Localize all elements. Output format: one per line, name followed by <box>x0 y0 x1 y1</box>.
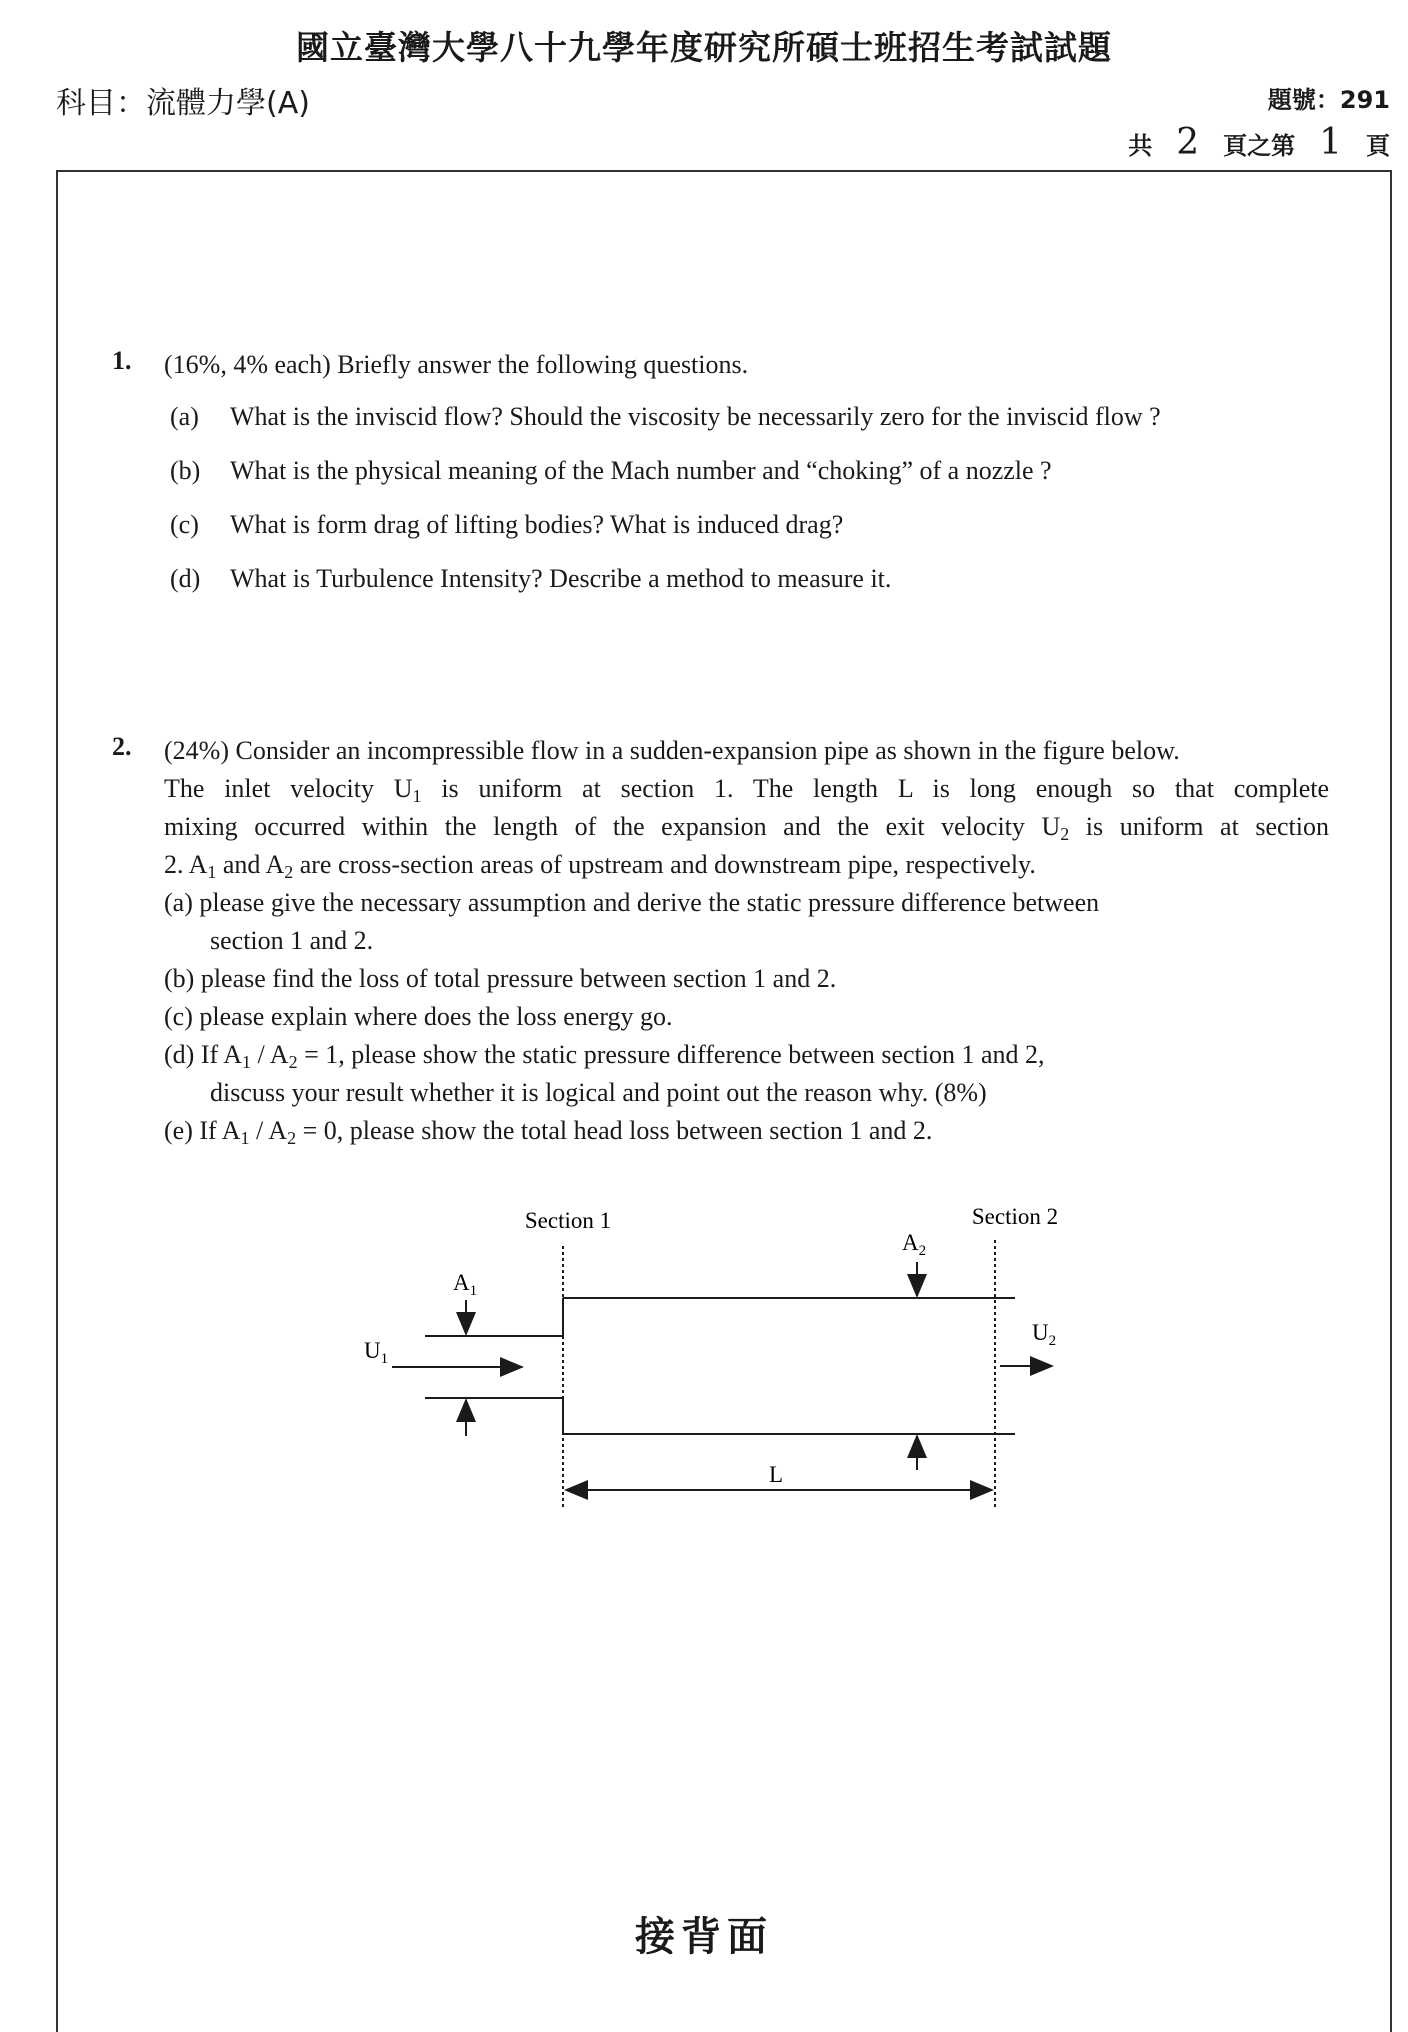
subject-label: 科目：流體力學(A) <box>56 86 310 121</box>
q2-number: 2. <box>112 732 132 761</box>
q2-part-a-cont: section 1 and 2. <box>210 926 374 955</box>
exam-number: 題號：291 <box>1267 86 1390 114</box>
q2-intro-line: (24%) Consider an incompressible flow in a sudden-expansion pipe as shown in the figure below. <box>164 736 1180 765</box>
exam-title: 國立臺灣大學八十九學年度研究所碩士班招生考試試題 <box>296 28 1112 67</box>
q1-prompt: (16%, 4% each) Briefly answer the following questions. <box>164 350 749 379</box>
q1-item-letter: (a) <box>170 402 199 431</box>
page-current: 1 <box>1319 122 1342 163</box>
q2-part-d-cont: discuss your result whether it is logical and point out the reason why. (8%) <box>210 1078 987 1107</box>
u1-label: $U_1$ <box>364 1338 389 1367</box>
section2-label: Section 2 <box>971 1204 1059 1229</box>
q2-intro-line: The inlet velocity $U_1$ is uniform at section 1. The length L is long enough so that complete <box>164 774 1329 806</box>
q2-intro-line: mixing occurred within the length of the expansion and the exit velocity $U_2$ is uniform at section <box>164 812 1330 844</box>
q2-part-a: (a) please give the necessary assumption and derive the static pressure difference between <box>164 888 1100 917</box>
length-label: L <box>768 1462 784 1487</box>
q1-item-text: What is the physical meaning of the Mach number and “choking” of a nozzle ? <box>230 456 1052 485</box>
page-prefix: 共 <box>1128 132 1153 160</box>
q1-item-letter: (b) <box>170 456 201 485</box>
continue-on-back-note: 接背面 <box>635 1913 773 1960</box>
q1-item-letter: (d) <box>170 564 201 593</box>
q1-item-letter: (c) <box>170 510 199 539</box>
q2-part-d: (d) If $A_1 / A_2 = 1$, please show the static pressure difference between section 1 and 2, <box>164 1040 1045 1072</box>
q2-part-c: (c) please explain where does the loss energy go. <box>164 1002 673 1031</box>
q1-number: 1. <box>112 346 132 375</box>
q2-part-b: (b) please find the loss of total pressure between section 1 and 2. <box>164 964 837 993</box>
q2-part-e: (e) If $A_1 / A_2 = 0$, please show the total head loss between section 1 and 2. <box>164 1116 933 1148</box>
page-total: 2 <box>1176 122 1200 163</box>
section1-label: Section 1 <box>524 1208 612 1233</box>
page-suffix: 頁 <box>1366 132 1390 160</box>
u2-label: $U_2$ <box>1032 1320 1057 1349</box>
a2-label: $A_2$ <box>902 1230 927 1259</box>
page-mid: 頁之第 <box>1223 132 1296 160</box>
a1-label: $A_1$ <box>453 1270 478 1299</box>
q1-item-text: What is the inviscid flow? Should the viscosity be necessarily zero for the inviscid flow ? <box>230 402 1161 431</box>
q2-intro-line: 2. $A_1$ and $A_2$ are cross-section areas of upstream and downstream pipe, respectively. <box>164 850 1036 882</box>
q1-item-text: What is Turbulence Intensity? Describe a method to measure it. <box>230 564 892 593</box>
q1-item-text: What is form drag of lifting bodies? What is induced drag? <box>230 510 844 539</box>
